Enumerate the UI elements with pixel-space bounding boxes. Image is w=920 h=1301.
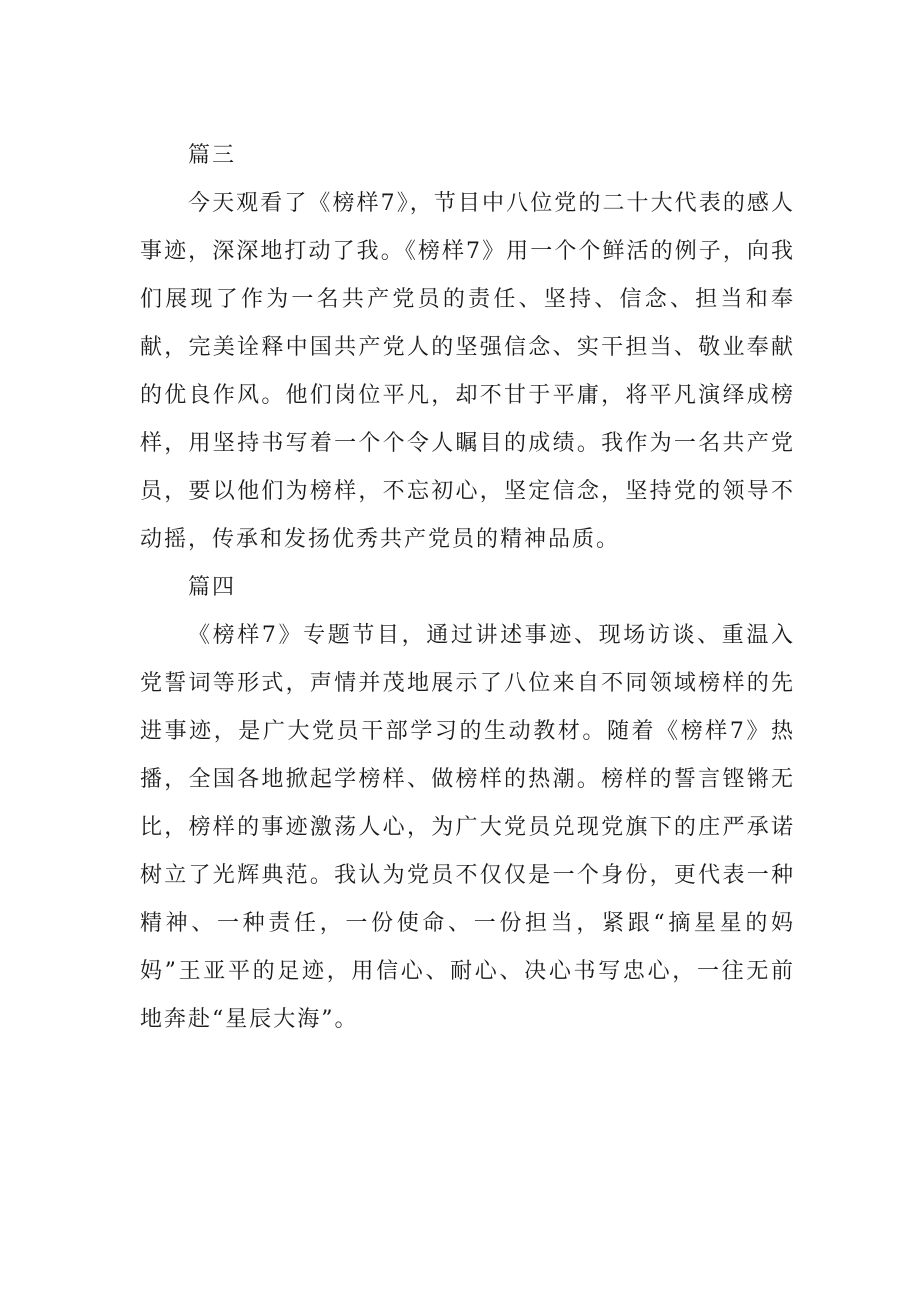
section-paragraph: 《榜样7》专题节目，通过讲述事迹、现场访谈、重温入党誓词等形式，声情并茂地展示了八位来自不同领域榜样的先进事迹，是广大党员干部学习的生动教材。随着《榜样7》热播，全国各地掀起学榜样、做榜样的热潮。榜样的誓言铿锵无比，榜样的事迹激荡人心，为广大党员兑现党旗下的庄严承诺树立了光辉典范。我认为党员不仅仅是一个身份，更代表一种精神、一种责任，一份使命、一份担当，紧跟“摘星星的妈妈”王亚平的足迹，用信心、耐心、决心书写忠心，一往无前地奔赴“星辰大海”。 xyxy=(140,623,795,1032)
section-heading: 篇四 xyxy=(188,575,237,600)
section-paragraph: 今天观看了《榜样7》，节目中八位党的二十大代表的感人事迹，深深地打动了我。《榜样7》用一个个鲜活的例子，向我们展现了作为一名共产党员的责任、坚持、信念、担当和奉献，完美诠释中国共产党人的坚强信念、实干担当、敬业奉献的优良作风。他们岗位平凡，却不甘于平庸，将平凡演绎成榜样，用坚持书写着一个个令人瞩目的成绩。我作为一名共产党员，要以他们为榜样，不忘初心，坚定信念，坚持党的领导不动摇，传承和发扬优秀共产党员的精神品质。 xyxy=(140,191,795,552)
section-4 xyxy=(140,564,795,1044)
section-3 xyxy=(140,132,795,564)
document-body xyxy=(140,132,795,1044)
section-heading: 篇三 xyxy=(188,143,237,168)
